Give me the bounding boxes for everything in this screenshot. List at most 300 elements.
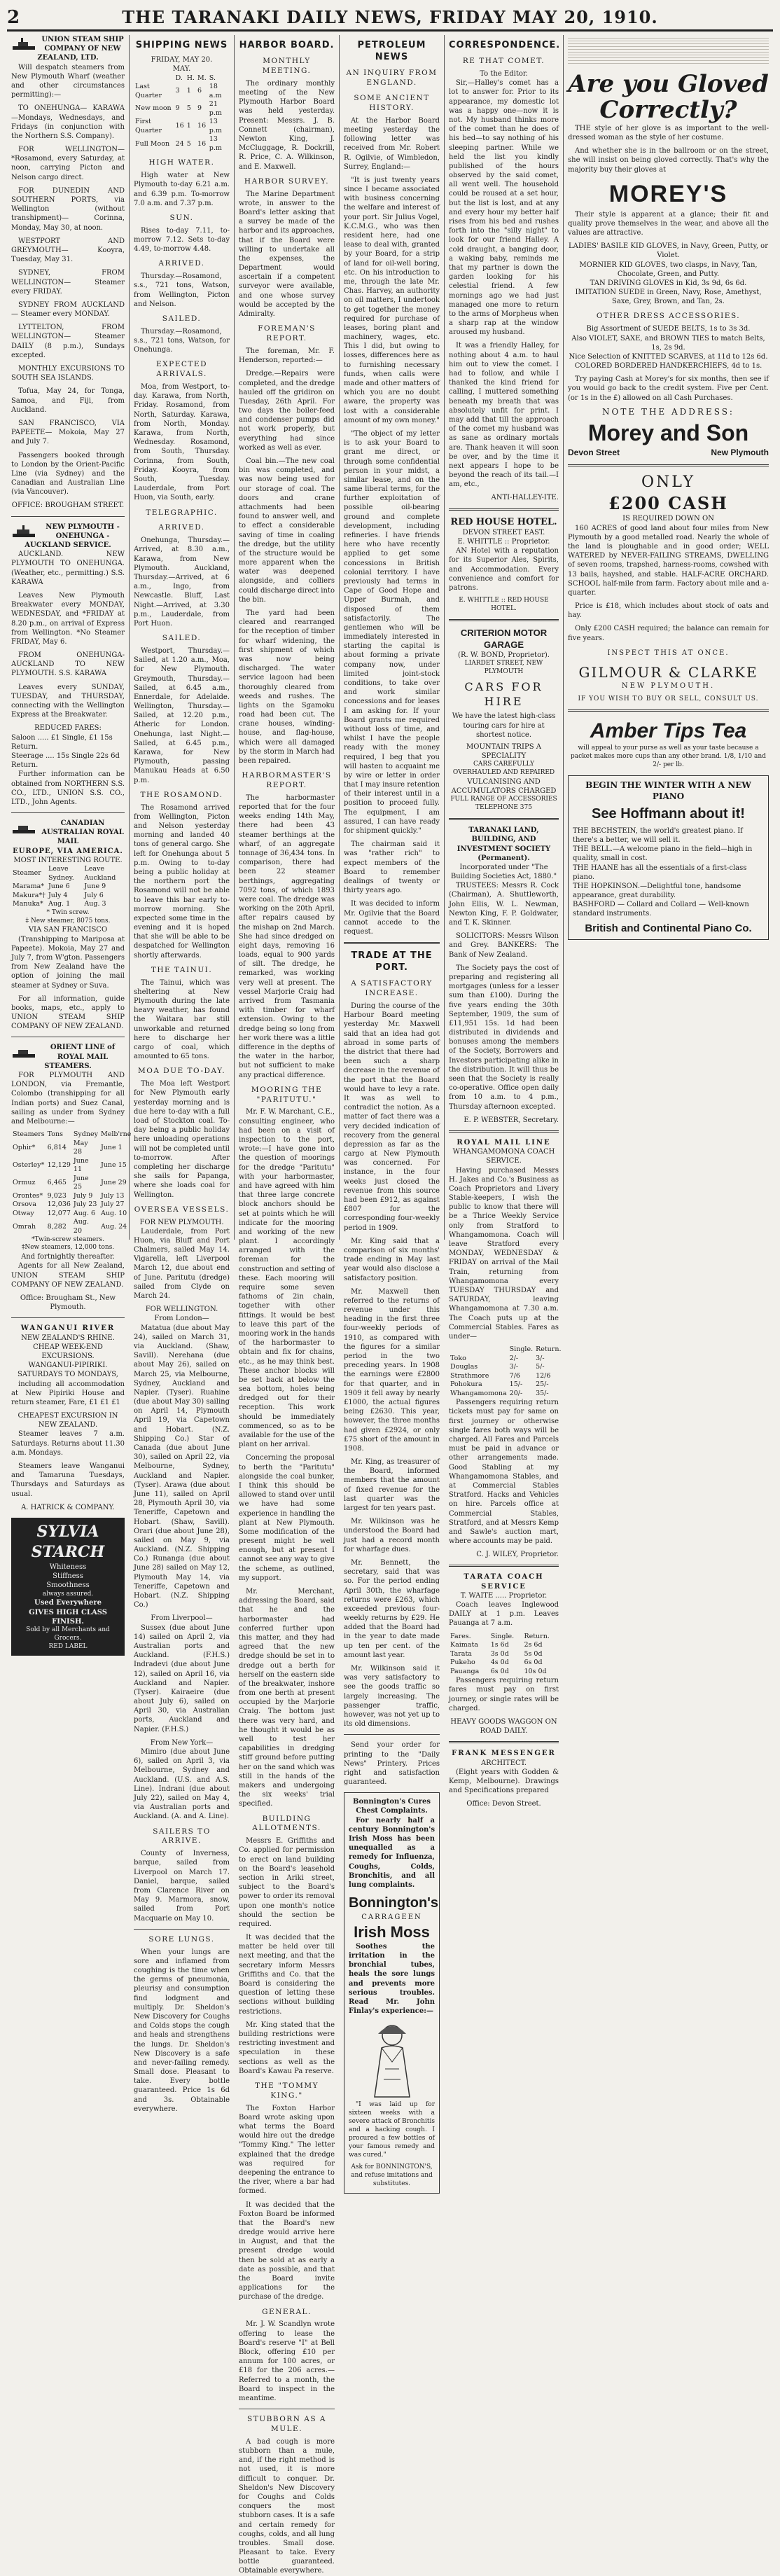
table-cell: Tarata <box>450 1649 472 1658</box>
table-row <box>11 1210 132 1219</box>
union-westport: WESTPORT AND GREYMOUTH— Kooyra, Tuesday, May 31. <box>11 237 125 264</box>
paragraph: The ordinary monthly meeting of the New Plymouth Harbor Board was held yesterday. Present: Messrs. J. B. Connett (chairman), Newton King, J. McCluggage, R. Dockrill, R. Price, C. A. Wilkinson, and E. Maxwell. <box>239 79 335 171</box>
paragraph: Mr. King said that a comparison of six months' trade ending in May last year would also disclose a satisfactory position. <box>344 1237 440 1282</box>
glove-item: LADIES' BASILE KID GLOVES, in Navy, Green, Putty, or Violet. <box>569 242 768 260</box>
signature: ANTI-HALLEY-ITE. <box>491 494 559 502</box>
table-row <box>134 83 230 100</box>
canadian-note1: * Twin screw. <box>46 908 90 916</box>
wanganui-cheap: CHEAP WEEK-END EXCURSIONS. <box>33 1343 103 1360</box>
overhaul: CARS CAREFULLY OVERHAULED AND REPAIRED <box>452 761 555 777</box>
subhead: THE TAINUI. <box>151 965 213 974</box>
table-cell: July 6 <box>84 891 104 899</box>
table-cell: 9 <box>197 104 202 113</box>
paragraph: It was a friendly Halley, for nothing about 4 a.m. to haul him out to view the comet. I had to follow, and while I thanked the kind friend for calling, I muttered something beneath my breath that was absolutely unfit for print. I may add that till the approach of the comet my husband was as sane as ordinary mortals are. Thank heaven it will soon be over, and by the time it next appears I hope to be beyond the reach of its tail.—I am, etc., <box>449 342 559 489</box>
month-label: MAY. <box>172 65 191 74</box>
paragraph: Mr. Wilkinson was he understood the Board had just had a record month for wharfage dues. <box>344 1518 440 1553</box>
sylvia-gives: GIVES HIGH CLASS FINISH. <box>29 1608 107 1626</box>
sylvia-stiffness: Stiffness <box>53 1572 83 1581</box>
table-cell: Manuka* <box>13 900 43 908</box>
tarata-note: Passengers requiring return fares must pay on first journey, or single rates will be charged. <box>449 1677 559 1712</box>
steamship-icon <box>11 524 36 539</box>
paragraph: It was decided that the matter be held over till next meeting, and that the secretary inform Messrs Griffiths and Co. that the Board is considering the question of letting these sections without building restrictions. <box>239 1934 335 2016</box>
accessory-item: COLORED BORDERED HANDKERCHIEFS, 4d to 1s. <box>574 362 762 371</box>
vulcanising: VULCANISING AND ACCUMULATORS CHARGED <box>451 778 557 796</box>
tlb-trustees: TRUSTEES: Messrs R. Cock (Chairman), A. Shuttleworth, John Ellis, W. L. Newman, Newton King, F. P. Goldwater, and T. K. Skinner. <box>449 882 559 927</box>
paragraph: Mr. King stated that the building restrictions were restricting investment and speculation in these sections as well as the Board's Kawau Pa reserve. <box>239 2021 335 2075</box>
table-row <box>11 1192 132 1201</box>
table-cell: July 23 <box>73 1200 97 1209</box>
divider <box>344 942 440 944</box>
section-title: HARBOR BOARD. <box>239 40 335 50</box>
piano-ad <box>568 775 769 941</box>
paragraph: The yard had been cleared and rearranged for the reception of timber for wharf widening, the first shipment of which was now being discharged. The water service lagoon had been thoroughly cleared from weeds and rushes. The lights on the Sgamoku road had been cut. The crane houses, winding-house, and flag-house, which were all damaged by the storm in March had been repaired. <box>239 609 335 766</box>
table-header: Steamer <box>13 869 41 878</box>
accessory-item: Big Assortment of SUEDE BELTS, 1s to 3s 3d. <box>586 325 751 333</box>
table-cell: 13 p.m <box>209 118 222 134</box>
table-cell: 12,036 <box>47 1200 71 1209</box>
piano-company: British and Continental Piano Co. <box>585 922 752 934</box>
wanganui-heading: WANGANUI RIVER <box>20 1324 116 1333</box>
union-auckland: SYDNEY FROM AUCKLAND— Steamer every MONDAY. <box>11 300 125 319</box>
address-town: New Plymouth <box>711 447 769 457</box>
canadian-apply: For all information, guide books, maps, etc., apply to UNION STEAM SHIP COMPANY OF NEW ZEALAND. <box>11 995 125 1031</box>
table-cell: June 25 <box>73 1174 89 1191</box>
newspaper-title: THE TARANAKI DAILY NEWS, FRIDAY MAY 20, 1910. <box>122 7 658 27</box>
divider <box>11 812 125 813</box>
subhead: SAILED. <box>162 314 202 323</box>
paragraph: Mr. Bennett, the secretary, said that was so. For the period ending April 30th, the wharfage returns were £263, which exceeded previous four-weekly returns by £29. He added that the Board had in the year to date made up ten per cent. of the amount last year. <box>344 1558 440 1659</box>
expected-text: Moa, from Westport, to-day. Karawa, from North, Friday. Rosamond, from North, Saturday. Karawa, from North, Monday. Karawa, from North, Wednesday. Rosamond, from South, Thursday. Corinna, from South, Friday. Kooyra, from South, Tuesday. Lauderdale, from Port Huon, via South, early. <box>134 383 230 502</box>
table-cell: Full Moon <box>135 139 170 148</box>
table-cell: Osterley* <box>13 1161 45 1170</box>
piano-item: THE HOPKINSON.—Delightful tone, handsome appearance, great durability. <box>573 882 741 900</box>
paragraph: It was decided that the Foxton Board be informed that the Board's new dredge would arrive here in August, and that the present dredge would then be sold at as early a date as possible, and that the Board invite applications for the purchase of the dredge. <box>239 2201 335 2301</box>
onehunga-from: FROM ONEHUNGA-AUCKLAND TO NEW PLYMOUTH. S.S. KARAWA <box>11 651 125 678</box>
canadian-via: VIA SAN FRANCISCO <box>28 926 108 934</box>
table-header: D. <box>175 74 183 82</box>
subhead: STUBBORN AS A MULE. <box>247 2415 326 2433</box>
sylvia-used: Used Everywhere <box>34 1599 102 1607</box>
farm-price: Price is £18, which includes about stock of oats and hay. <box>568 602 769 620</box>
table-cell: 24 <box>175 139 184 148</box>
subhead: GENERAL. <box>262 2307 312 2316</box>
amber-sub: will appeal to your purse as well as your taste because a packet makes more cups than any other brand. 1/8, 1/10 and 2/- per lb. <box>571 745 766 768</box>
paragraph: A bad cough is more stubborn than a mule, and, if the right method is not used, it is more difficult to conquer. Dr. Sheldon's New Discovery for Coughs and Colds conquers the most stubborn cases. It is a safe and certain remedy for coughs, colds, and all lung troubles. Small dose. Pleasant to take. Every bottle guaranteed. Obtainable everywhere. <box>239 2437 335 2575</box>
subhead: FOREMAN'S REPORT. <box>258 324 316 343</box>
table-cell: Pauanga <box>450 1667 480 1675</box>
arrived2-text: Onehunga, Thursday.—Arrived, at 8.30 a.m., Karawa, from New Plymouth. Auckland, Thursday.—Arrived, at 6 a.m., Ingo, from Newcastle. Bluff, Last Night.—Arrived, at 3.30 p.m., Lauderdale, from Port Huon. <box>134 536 230 628</box>
table-cell: June 15 <box>101 1161 127 1170</box>
subhead: FOR NEW PLYMOUTH. <box>139 1218 224 1226</box>
table-header: Return. <box>524 1632 550 1640</box>
table-header: S. <box>209 74 216 82</box>
table-cell: Marama* <box>13 882 45 891</box>
table-header: Leave Sydney. <box>48 865 74 882</box>
section-title: TRADE AT THE PORT. <box>351 950 433 974</box>
table-cell: 5 <box>186 139 191 148</box>
table-cell: 13 p.m <box>209 135 222 152</box>
table-row <box>11 1218 132 1235</box>
divider <box>449 818 559 820</box>
glove-item: IMITATION SUEDE in Green, Navy, Rose, Amethyst, Saxe, Grey, Brown, and Tan, 2s. <box>575 289 762 306</box>
column-harbor-board <box>235 35 340 2575</box>
table-cell: 3/- <box>509 1363 519 1371</box>
table-row <box>134 135 230 153</box>
table-row <box>449 1372 562 1381</box>
architect-office: Office: Devon Street. <box>466 1800 541 1808</box>
farm-only: Only £200 CASH required; the balance can remain for five years. <box>568 625 769 642</box>
sylvia-always: always assured. <box>42 1590 94 1598</box>
onehunga-leaves2: Leaves every SUNDAY, TUESDAY, and THURSDAY, connecting with the Wellington Express at the Breakwater. <box>11 683 125 719</box>
bonningtons-ad <box>344 1792 440 2194</box>
accessories: FULL RANGE OF ACCESSORIES TELEPHONE 375 <box>450 796 557 812</box>
tarata-waite: T. WAITE ..... Proprietor. <box>460 1591 548 1600</box>
heavy-goods: HEAVY GOODS WAGGON ON ROAD DAILY. <box>450 1717 557 1736</box>
table-header: Melb'rne <box>101 1130 132 1139</box>
subhead: THE "TOMMY KING." <box>254 2081 319 2100</box>
orient-note1: *Twin-screw steamers. <box>31 1235 105 1243</box>
sailed-text: Thursday.—Rosamond, s.s., 721 tons, Watson, for Onehunga. <box>134 327 230 354</box>
table-cell: 4s 0d <box>490 1659 509 1667</box>
high-water-text: High water at New Plymouth to-day 6.21 a.m. and 6.39 p.m. To-morrow 7.0 a.m. and 7.37 p.m. <box>134 172 230 207</box>
steamship-icon <box>11 36 36 52</box>
subhead: EXPECTED ARRIVALS. <box>156 360 207 379</box>
table-header: Single. <box>509 1345 534 1354</box>
onehunga-leaves: Leaves New Plymouth Breakwater every MONDAY, WEDNESDAY, and *FRIDAY at 8.20 p.m., on arrival of Express from Wellington. *No Steamer FRIDAY, May 6. <box>11 591 125 646</box>
sylvia-brand: SYLVIA STARCH <box>31 1522 105 1561</box>
paragraph: The chairman said it was "rather rich" to expect members of the Board to remember dealings of twenty or thirty years ago. <box>344 840 440 895</box>
inspect-label: INSPECT THIS AT ONCE. <box>607 649 730 657</box>
amber-tips: Amber Tips Tea <box>590 719 747 742</box>
table-header: Single. <box>490 1632 515 1640</box>
table-cell: Aug. 6 <box>73 1209 96 1217</box>
shipping-date: FRIDAY, MAY 20. <box>151 56 213 64</box>
table-cell: 9,023 <box>47 1191 67 1200</box>
sylvia-red: RED LABEL <box>48 1642 88 1650</box>
for-np-text: Lauderdale, from Port Huon, via Bluff and Port Chalmers, sailed May 14. Vigarella, left Liverpool March 12, due about end of June. Paritutu (dredge) sailed from Clyde on March 24. <box>134 1227 230 1301</box>
sylvia-sold: Sold by all Merchants and Grocers. <box>26 1626 110 1642</box>
subhead: HARBOR SURVEY. <box>244 176 330 186</box>
steamship-icon <box>11 820 36 836</box>
table-header <box>134 74 174 83</box>
frank-messenger: FRANK MESSENGER <box>452 1750 556 1758</box>
steamship-icon <box>11 1044 36 1060</box>
section-title: CORRESPONDENCE. <box>449 40 561 50</box>
table-cell: 18 a.m <box>209 83 222 99</box>
subhead: OVERSEA VESSELS. <box>134 1205 230 1214</box>
subhead: BUILDING ALLOTMENTS. <box>252 1814 321 1833</box>
printing-notice: Send your order for printing to the "Daily News" Printery. Prices right and satisfaction guaranteed. <box>344 1741 440 1787</box>
union-excursions: MONTHLY EXCURSIONS TO SOUTH SEA ISLANDS. <box>11 365 125 382</box>
subhead: SORE LUNGS. <box>148 1934 215 1944</box>
table-row <box>11 882 125 892</box>
table-row <box>11 1200 132 1210</box>
table-cell: Otway <box>13 1209 34 1217</box>
table-header: Fares. <box>450 1632 471 1640</box>
divider <box>344 1734 440 1735</box>
gloved-style: THE style of her glove is as important to the well-dressed woman as the style of her costume. <box>568 124 769 141</box>
orient-agents: Agents for all New Zealand, UNION STEAM SHIP COMPANY OF NEW ZEALAND. <box>11 1262 125 1289</box>
red-house-whittle2: E. WHITTLE :: RED HOUSE HOTEL. <box>459 597 549 612</box>
only-label: ONLY <box>641 473 695 491</box>
paragraph: Messrs E. Griffiths and Co. applied for permission to erect on land building on the Board's leasehold section in Ariki street, subject to the Board's power to order its removal upon one month's notice should the section be required. <box>239 1837 335 1928</box>
sore-lungs-text: When your lungs are sore and inflamed from coughing is the time when the germs of pneumonia, pleurisy and consumption find lodgment and multiply. Dr. Sheldon's New Discovery for Coughs and Colds stops the cough and heals and strengthens the lungs. Dr. Sheldon's New Discovery is a safe and never-failing remedy. Small dose. Pleasant to take. Every bottle guaranteed. Price 1s 6d and 3s. Obtainable everywhere. <box>134 1948 230 2113</box>
table-cell: 3s 0d <box>490 1649 509 1658</box>
bon-head: Bonnington's Cures Chest Complaints. <box>353 1798 431 1815</box>
column-advertisements-right <box>564 35 773 1240</box>
bon-brand: Bonnington's <box>349 1895 439 1911</box>
table-cell: 2/- <box>509 1354 519 1362</box>
table-cell: 6s 0d <box>490 1667 509 1675</box>
subhead: From Liverpool— <box>151 1614 213 1623</box>
paragraph: Dredge.—Repairs were completed, and the dredge hauled off the gridiron on Tuesday, 26th April. For two days the boiler-feed and condenser pumps did not work properly, but everything had since worked as well as ever. <box>239 370 335 452</box>
cars-for-hire: CARS FOR HIRE <box>464 680 543 709</box>
moa-text: The Moa left Westport for New Plymouth early yesterday morning and is due here to-day with a full load of Stockton coal. To-day being a public holiday here unloading operations will not be completed until to-morrow. After completing her discharge she sails for Papanga, where she loads coal for Wellington. <box>134 1080 230 1199</box>
divider <box>449 508 559 511</box>
sailed2-text: Westport, Thursday.—Sailed, at 1.20 a.m., Moa, for New Plymouth. Greymouth, Thursday.—Sailed, at 6.45 a.m., Ennerdale, for Adelaide. Wellington, Thursday.—Sailed, at 12.20 p.m., Atheric for London. Onehunga, last Night.—Sailed, at 6.45 p.m., Karawa, for New Plymouth, passing Manukau Heads at 6.50 p.m. <box>134 646 230 784</box>
table-cell: Makura*† <box>13 891 46 899</box>
section-title: SHIPPING NEWS <box>135 40 228 50</box>
subhead: SUN. <box>169 213 194 222</box>
subhead: MOA DUE TO-DAY. <box>137 1067 226 1076</box>
union-intro: Will despatch steamers from New Plymouth Wharf (weather and other circumstances permitting):— <box>11 63 125 99</box>
table-cell: July 4 <box>48 891 68 899</box>
whangamomona-heading: WHANGAMOMONA COACH SERVICE. <box>452 1148 555 1165</box>
wanganui-rhine: NEW ZEALAND'S RHINE. <box>21 1334 115 1342</box>
moon-phases-table <box>134 74 230 153</box>
note-address: NOTE THE ADDRESS: <box>602 406 734 417</box>
table-cell: June 9 <box>84 882 106 891</box>
gilmour-town: NEW PLYMOUTH. <box>621 682 716 691</box>
table-cell: July 9 <box>73 1191 93 1200</box>
column-petroleum-news <box>340 35 445 2188</box>
orient-for: FOR PLYMOUTH AND LONDON, via Fremantle, Colombo (transhipping for all Indian ports) and Suez Canal, sailing as under from Sydney and Melbourne:— <box>11 1072 125 1126</box>
union-heading: UNION STEAM SHIP COMPANY OF NEW ZEALAND, LTD. <box>37 36 124 62</box>
gloved-their: Their style is apparent at a glance; their fit and quality prove themselves in the wear, and above all the values are attractive. <box>568 210 769 237</box>
table-cell: June 11 <box>73 1156 89 1174</box>
table-header: H. <box>186 74 195 82</box>
gloved-whether: And whether she is in the ballroom or on the street, she will insist on being gloved correctly. That's why the majority buy their gloves at <box>568 147 769 174</box>
wanganui-sat: SATURDAYS TO MONDAYS, <box>18 1371 118 1379</box>
table-row <box>449 1355 562 1364</box>
cash-200: £200 CASH <box>608 492 728 513</box>
canadian-heading: CANADIAN AUSTRALIAN ROYAL MAIL <box>41 819 124 846</box>
paragraph: The harbormaster reported that for the four weeks ending 14th May, there had been 43 steamer berthings at the wharf, of an aggregate tonnage of 36,434 tons. In comparison, there had been 22 steamer berthings, aggregating 7092 tons, of which 1893 were coal. The dredge was working on the 20th April, after repairs caused by the mishap on 2nd March. She had since dredged on eight days, removing 16 loads, equal to 900 yards of silt. The dredge, he remarked, was working very well at present. The vessel Marjorie Craig had arrived from Tasmania with timber for wharf extension. Owing to the dredge being so long from her work there was a little difference in the depths of the water in the harbor, but not sufficient to make any practical difference. <box>239 794 335 1079</box>
subhead: RE THAT COMET. <box>462 57 545 66</box>
farm-description: 160 ACRES of good land about four miles from New Plymouth by a good metalled road. Nearly the whole of the land is ploughable and in good order; WELL WATERED by NEVER-FAILING STREAMS, DWELLING of seven rooms, trapshed, harness-rooms, cowshed with 13 bails, hayshed, and stable. HALF-ACRE ORCHARD. SCHOOL half-mile from farm. Factory about mile and a-quarter. <box>568 524 769 597</box>
table-cell: Pukeho <box>450 1659 475 1667</box>
table-cell: New moon <box>135 104 172 113</box>
table-cell: 6s 0d <box>524 1659 543 1667</box>
table-cell: 20/- <box>509 1389 523 1397</box>
wanganui-steamers: Steamers leave Wanganui and Tamaruna Tuesdays, Thursdays and Saturdays as usual. <box>11 1462 125 1498</box>
table-header <box>449 1345 508 1355</box>
subhead: SAILED. <box>162 634 202 643</box>
piano-item: THE HAANE has all the essentials of a first-class piano. <box>573 864 747 881</box>
rosamond-text: The Rosamond arrived from Wellington, Picton and Nelson yesterday morning and landed 40 tons of general cargo. She left for Onehunga about 5 p.m. Owing to to-day being a public holiday at the northern port the Rosamond will not be able to leave this bar early to-morrow morning. She expected some time in the evening and it is hoped that she will be able to be despatched for Wellington shortly afterwards. <box>134 803 230 960</box>
table-cell: 12,077 <box>47 1209 71 1217</box>
liverpool-text: Sussex (due about June 14) sailed on April 2, via Australian ports and Auckland. (F.H.S.) Indradevi (due about June 12), sailed on April 16, via Auckland and Napier. (Tyser). Kairaeire (due about July 6), sailed on April 30, via Australian ports, Auckland and Napier. (F.H.S.) <box>134 1623 230 1733</box>
table-cell: Douglas <box>450 1363 478 1371</box>
table-cell: 16 <box>197 139 207 148</box>
gloved-heading: Are you Gloved Correctly? <box>568 70 769 125</box>
wiley: C. J. WILEY, Proprietor. <box>476 1551 559 1559</box>
paragraph: It was decided to inform Mr. Ogilvie that the Board cannot accede to the request. <box>344 900 440 936</box>
sylvia-smoothness: Smoothness <box>46 1581 90 1590</box>
paragraph: Concerning the proposal to berth the "Paritutu" alongside the coal bunker, I think this should be allowed to stand over until we have had some experience in handling the plant at New Plymouth. Some modification of the present might be well enough, but at present I cannot see any way to give the scheme, as outlined, my support. <box>239 1454 335 1582</box>
table-cell: Last Quarter <box>135 83 162 99</box>
union-passengers: Passengers booked through to London by the Orient-Pacific Line (via Sydney) and the Canadian and Australian Line (via Vancouver). <box>11 451 125 497</box>
table-row <box>449 1668 559 1677</box>
table-cell: 12/6 <box>536 1371 551 1380</box>
table-header: Tons <box>47 1130 63 1139</box>
required-label: IS REQUIRED DOWN ON <box>622 515 714 523</box>
table-cell: 12,129 <box>47 1161 71 1170</box>
sylvia-starch-ad <box>11 1518 125 1656</box>
canadian-sub: EUROPE, VIA AMERICA. <box>13 847 123 855</box>
garage-heading: CRITERION MOTOR GARAGE <box>460 627 548 651</box>
tarata-fares-table <box>449 1633 559 1677</box>
morey-address <box>568 448 769 459</box>
divider <box>11 516 125 517</box>
sun-text: Rises to-day 7.11, to-morrow 7.12. Sets to-day 4.49, to-morrow 4.48. <box>134 226 230 254</box>
table-cell: 6,465 <box>47 1179 67 1187</box>
table-cell: 2s 6d <box>524 1641 543 1649</box>
table-cell: Aug. 10 <box>101 1209 127 1217</box>
canadian-route: MOST INTERESTING ROUTE. <box>13 856 123 864</box>
wanganui-leaves: Steamer leaves 7 a.m. Saturdays. Returns about 11.30 a.m. Mondays. <box>11 1430 125 1457</box>
table-cell: 8,282 <box>47 1222 67 1231</box>
garage-bond: (R. W. BOND, Proprietor). <box>458 651 550 660</box>
table-cell: Omrah <box>13 1222 36 1231</box>
orient-fortnightly: And fortnightly thereafter. <box>21 1253 115 1261</box>
tlb-webster: E. P. WEBSTER, Secretary. <box>464 1116 559 1124</box>
royal-mail-text: Having purchased Messrs H. Jakes and Co.'s Business as Coach Proprietors and Livery Stable-keepers, I wish the public to know that there will be a Thrice Weekly Service only from Stratford to Whangamomona. Coach will leave Stratford every MONDAY, WEDNESDAY & FRIDAY on arrival of the Mail Train, returning from Whangamomona every TUESDAY THURSDAY and SATURDAY, leaving Whangamomona at 7.30 a.m. The Coach puts up at the Commercial Stables. Fares as under— <box>449 1166 559 1341</box>
fare-steerage: Steerage .... 15s Single 22s 6d Return. <box>11 752 120 770</box>
canadian-sailings-table <box>11 865 125 909</box>
tlb-incorporated: Incorporated under "The Building Societies Act, 1880." <box>450 863 557 881</box>
woman-illustration <box>350 2020 434 2097</box>
table-cell: Kaimata <box>450 1641 478 1649</box>
table-row <box>11 900 125 909</box>
table-header: Leave Auckland <box>84 865 116 882</box>
table-cell: 6 <box>197 87 202 95</box>
red-house-whittle: E. WHITTLE :: Proprietor. <box>457 537 550 546</box>
divider <box>449 1130 559 1133</box>
paragraph: Mr. Wilkinson said it was very satisfactory to see the goods traffic so largely increasing. The passenger traffic, however, was not yet up to its old dimensions. <box>344 1665 440 1729</box>
table-cell: 16 <box>175 122 184 130</box>
table-cell: 6,814 <box>47 1143 67 1151</box>
subhead: SAILERS TO ARRIVE. <box>153 1827 211 1846</box>
column-correspondence <box>445 35 564 1808</box>
subhead: From New York— <box>150 1738 214 1747</box>
bon-for: For nearly half a century Bonnington's Irish Moss has been unequalled as a remedy for Influenza, Coughs, Colds, Bronchitis, and all lung complaints. <box>349 1816 435 1889</box>
column-advertisements-left <box>7 35 132 1650</box>
royal-mail-heading: ROYAL MAIL LINE <box>457 1138 551 1147</box>
subhead: HARBORMASTER'S REPORT. <box>242 771 332 790</box>
table-row <box>134 118 230 135</box>
table-cell: 35/- <box>536 1389 549 1397</box>
red-house-text: AN Hotel with a reputation for its Superior Ales, Spirits, and Accommodation. Every convenience and comfort for patrons. <box>449 547 559 592</box>
table-cell: 10s 0d <box>524 1667 547 1675</box>
fares-heading: REDUCED FARES: <box>34 724 102 733</box>
morey-and-son: Morey and Son <box>587 420 749 445</box>
table-cell: Ormuz <box>13 1179 36 1187</box>
tlb-text: The Society pays the cost of preparing and registering all mortgages (unless for a lesser sum than £100). During the five years ending the 30th September, 1909, the sum of £11,951 15s. 1d had been distributed in dividends and bonuses among the members of the Society, Borrowers and Investors participating alike in the distribution. It will thus be seen that the Society is really co-operative. Office open daily from 10 a.m. to 4 p.m., Thursday afternoon excepted. <box>449 964 559 1111</box>
faded-print <box>568 38 769 66</box>
table-cell: Whangamomona <box>450 1389 507 1397</box>
orient-office: Office: Brougham St., New Plymouth. <box>20 1294 116 1312</box>
piano-hoffmann: See Hoffmann about it! <box>592 806 745 822</box>
arrived-text: Thursday.—Rosamond, s.s., 721 tons, Watson, from Wellington, Picton and Nelson. <box>134 272 230 308</box>
paragraph: Mr. F. W. Marchant, C.E., consulting engineer, who had been on a visit of inspection to the port, wrote:—I have gone into the question of moorings for the dredge "Paritutu" with your harbormaster, and have agreed with him that three large concrete block anchors should be set at points which he will indicate for the mooring and working of the new plant. I accordingly arranged with the foreman for the construction and setting of these. Each mooring will require some seven fathoms of 2in chain, together with other fittings. It would be best to leave this part of the mooring work in the hands of the harbormaster to obtain and fix for chains, etc., as he may think best. These anchor blocks will be set back at below the sea bottom, holes being dredged out for their reception. This work should be immediately commenced, so as to be available for the use of the plant on her arrival. <box>239 1108 335 1449</box>
onehunga-service-heading: NEW PLYMOUTH - ONEHUNGA - AUCKLAND SERVICE. <box>25 522 120 549</box>
divider <box>449 619 559 621</box>
table-row <box>11 1140 132 1157</box>
table-cell: 7/6 <box>509 1371 520 1380</box>
table-header: M. <box>197 74 207 82</box>
table-cell: Orontes* <box>13 1191 43 1200</box>
table-cell: May 28 <box>73 1139 88 1156</box>
paragraph: Mr. King, as treasurer of the Board, informed members that the amount of fixed revenue for the last quarter was the largest for ten years past. <box>344 1458 440 1513</box>
table-row <box>449 1363 562 1372</box>
address-street: Devon Street <box>568 447 620 457</box>
table-cell: 25/- <box>536 1380 549 1389</box>
union-sydney: SYDNEY, FROM WELLINGTON— Steamer every FRIDAY. <box>11 269 125 296</box>
table-row <box>449 1659 559 1668</box>
table-header: Sydney <box>73 1130 98 1139</box>
table-cell: 21 p.m <box>209 100 222 117</box>
coach-fares-table <box>449 1345 562 1398</box>
fare-saloon: Saloon ..... £1 Single, £1 15s Return. <box>11 733 113 751</box>
paragraph: The foreman, Mr. F. Henderson, reported:— <box>239 347 335 365</box>
union-onehunga: TO ONEHUNGA— KARAWA—Mondays, Wednesdays, and Fridays (in conjunction with the Northern S.S. Company). <box>11 104 125 140</box>
table-cell: 5s 0d <box>524 1649 543 1658</box>
table-cell: 1 <box>186 122 191 130</box>
paragraph: During the course of the Harbour Board meeting yesterday Mr. Maxwell said that an idea had got abroad in some parts of the district that there had been such a sharp decrease in the revenue of the port that the Board would have to levy a rate. It was as well to contradict the notion. As a matter of fact there was a very decided indication of recovery from the general depression as far as the cargo at New Plymouth was concerned. For instance, in the four weeks just closed the revenue from this source had been £912, as against £807 for the corresponding four-weekly period in 1909. <box>344 1002 440 1232</box>
subhead: FOR WELLINGTON. <box>145 1306 218 1314</box>
orient-note2: ‡New steamers, 12,000 tons. <box>21 1244 115 1252</box>
table-cell: 9 <box>175 104 180 113</box>
subhead: AN INQUIRY FROM ENGLAND. <box>346 69 438 88</box>
orient-sailings-table <box>11 1130 132 1235</box>
bon-moss: Irish Moss <box>354 1923 430 1941</box>
glove-item: MORNIER KID GLOVES, two clasps, in Navy, Tan, Chocolate, Green, and Putty. <box>579 261 758 278</box>
moreys-brand: MOREY'S <box>608 180 728 207</box>
tainui-text: The Tainui, which was sheltering at New Plymouth during the late heavy weather, has found the Waitara bar still unworkable and returned here to discharge her cargo of coal, which amounted to 65 tons. <box>134 978 230 1061</box>
subhead: THE ROSAMOND. <box>140 790 223 799</box>
table-header: Steamers <box>13 1130 45 1139</box>
subhead: A SATISFACTORY INCREASE. <box>351 979 433 998</box>
table-cell: June 29 <box>101 1179 127 1187</box>
architect-text: (Eight years with Godden & Kemp, Melbourne). Drawings and Specifications prepared <box>449 1768 559 1795</box>
subhead: MONTHLY MEETING. <box>262 57 312 76</box>
paragraph: Sir,—Halley's comet has a lot to answer for. Prior to its appearance, my domestic lot was a happy one—now it is not. My husband thinks more of the comet than he does of his bed—to say nothing of his sleeping partner. While we held the list you kindly published of the hours observed by the said comet, all went well. The household could be roused at a set hour, but the list is lost, and at any and every hour my better half rises from his bed and rushes forth into the "silly night" to look for our friend Halley. A cold draught, a banging door, a waking baby, reminds me that my partner is down the garden looking for his celestial friend. A few mornings ago we had just managed one more to return to the arms of Morpheus when a sharp rap at the window aroused my husband. <box>449 79 559 337</box>
paragraph: "The object of my letter is to ask your Board to grant me direct, or through some confidential person in your midst, a similar lease, and on the same liberal terms, for the further exploitation of possible oil-bearing ground and complete development, including refineries. I have friends here who have recently applied to get some concessions in British colonial territory. I have previously had terms in Cape of Good Hope and Upper Burmah, and disposed of them satisfactorily. The gentlemen who will be immediately interested in starting the capital is about forming a private company now, under limited joint-stock conditions, to take over and work similar concessions and for leases I am asking for. If your Board grants me required without loss of time, and whilst I have the people ready with the money required, I beg that you will hasten to acquaint me by wire or letter in order that I may insure retention of their interest until in a position to proceed fully. The equipment, I am assured, I can have ready for shipment quickly." <box>344 429 440 835</box>
table-row <box>11 1157 132 1175</box>
subhead: HIGH WATER. <box>148 158 215 167</box>
red-house-devon: DEVON STREET EAST. <box>462 528 545 536</box>
table-cell: Strathmore <box>450 1371 489 1380</box>
london-text: Matatua (due about May 24), sailed on March 31, via Auckland. (Shaw, Savill). Nerehana (due about May 26), sailed on March 25, via Melbourne, Sydney, Auckland and Napier. (Tyser). Ruahine (due about May 30) sailing on April 14, Plymouth April 19, via Capetown and Hobart. (N.Z. Shipping Co.) Star of Canada (due about June 30), sailed on April 22, via Melbourne, Sydney, Auckland and Napier. (Tyser). Arawa (due about June 11), sailed on April 28, Plymouth April 30, via Teneriffe, Capetown and Hobart. (Shaw, Savill). Orari (due about June 28), sailed on May 9, via Auckland. (N.Z. Shipping Co.) Runanga (due about June 28) sailed on May 12, Plymouth May 14, via Teneriffe, Capetown and Hobart. (N.Z. Shipping Co.) <box>134 1324 230 1609</box>
subhead: ARRIVED. <box>158 523 205 532</box>
table-cell: Aug. 1 <box>48 900 71 908</box>
subhead: SOME ANCIENT HISTORY. <box>354 94 430 112</box>
accessory-item: Also VIOLET, SAXE, and BROWN TIES to match Belts, 1s, 2s 9d. <box>571 334 765 352</box>
accessory-item: Nice Selection of KNITTED SCARVES, at 11d to 12s 6d. <box>569 352 768 361</box>
table-cell: 1 <box>186 87 191 95</box>
new-york-text: Mimiro (due about June 6), sailed on April 3, via Melbourne, Sydney and Auckland. (U.S. and A.S. Line). Indrani (due about July 22), sailed on May 4, via Australian ports and Auckland. (A. and A. Line). <box>134 1748 230 1821</box>
